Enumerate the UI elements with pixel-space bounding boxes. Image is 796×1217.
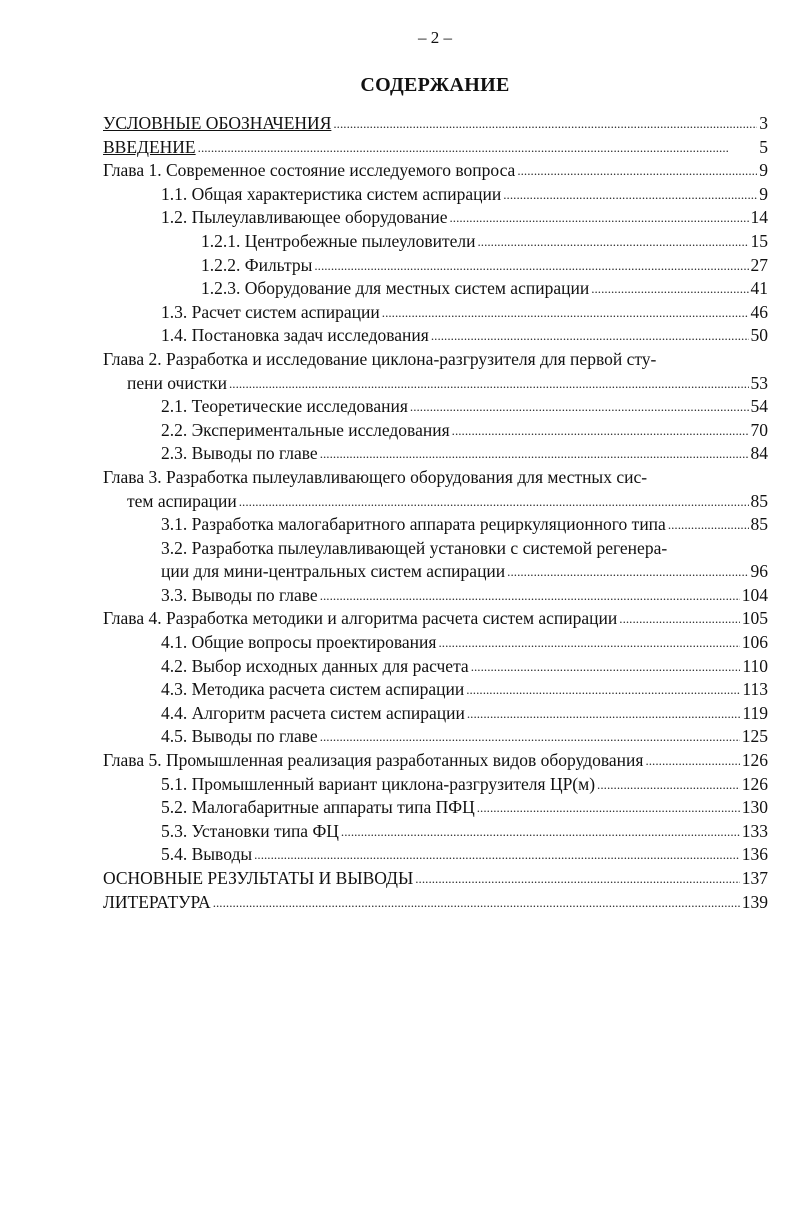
- dot-leader: [431, 324, 749, 348]
- dot-leader: [438, 631, 739, 655]
- toc-entry-label: Глава 2. Разработка и исследование циклона-разгрузителя для первой сту-: [103, 348, 657, 369]
- toc-entry: [103, 395, 768, 419]
- toc-entry: [103, 324, 768, 348]
- toc-entry-page: 113: [742, 679, 768, 700]
- toc-entry: [103, 678, 768, 702]
- dot-leader: [320, 584, 740, 608]
- toc-entry: [103, 513, 768, 537]
- toc-entry-label: 1.2.1. Центробежные пылеуловители: [201, 230, 476, 251]
- toc-entry-page: 9: [759, 183, 768, 204]
- dot-leader: [239, 490, 749, 514]
- dot-leader: [198, 136, 758, 160]
- dot-leader: [449, 206, 748, 230]
- toc-entry: [103, 230, 768, 254]
- toc-entry-label: 2.1. Теоретические исследования: [161, 396, 408, 417]
- toc-entry-page: 46: [750, 301, 768, 322]
- toc-entry: [103, 490, 768, 514]
- toc-entry-page: 133: [741, 820, 768, 841]
- toc-entry-page: 119: [742, 702, 768, 723]
- toc-entry-page: 41: [750, 278, 768, 299]
- toc-entry: [103, 725, 768, 749]
- toc-entry-page: 27: [750, 254, 768, 275]
- dot-leader: [410, 395, 749, 419]
- dot-leader: [471, 655, 741, 679]
- toc-entry-label: 4.3. Методика расчета систем аспирации: [161, 679, 465, 700]
- toc-entry: [103, 537, 768, 561]
- toc-entry: [103, 206, 768, 230]
- toc-entry-label: Глава 3. Разработка пылеулавливающего оборудования для местных сис-: [103, 466, 648, 487]
- toc-entry-page: 9: [759, 160, 768, 181]
- dot-leader: [645, 749, 739, 773]
- toc-entry: [103, 560, 768, 584]
- dot-leader: [320, 725, 740, 749]
- toc-entry-label: ции для мини-центральных систем аспирации: [161, 561, 506, 582]
- toc-entry: [103, 277, 768, 301]
- toc-entry-page: 136: [741, 844, 768, 865]
- toc-entry-label: 1.4. Постановка задач исследования: [161, 325, 429, 346]
- toc-entry: [103, 820, 768, 844]
- toc-entry-label: 4.5. Выводы по главе: [161, 726, 318, 747]
- toc-entry: [103, 607, 768, 631]
- toc-entry: [103, 749, 768, 773]
- toc-entry-label: 2.3. Выводы по главе: [161, 443, 318, 464]
- toc-entry-label: 1.2. Пылеулавливающее оборудование: [161, 207, 448, 228]
- toc-entry-page: 84: [750, 443, 768, 464]
- toc-entry-page: 96: [750, 561, 768, 582]
- toc-entry-label: ОСНОВНЫЕ РЕЗУЛЬТАТЫ И ВЫВОДЫ: [103, 868, 414, 888]
- toc-entry-label: Глава 5. Промышленная реализация разработанных видов оборудования: [103, 750, 644, 771]
- toc-entry: [103, 891, 768, 915]
- toc-entry-page: 126: [741, 773, 768, 794]
- toc-entry: [103, 442, 768, 466]
- dot-leader: [619, 607, 739, 631]
- toc-entry-page: 50: [750, 325, 768, 346]
- toc-entry-page: 105: [741, 608, 768, 629]
- dot-leader: [507, 560, 748, 584]
- page-number: – 2 –: [418, 28, 452, 47]
- toc-entry-page: 130: [741, 797, 768, 818]
- toc-entry-label: 3.1. Разработка малогабаритного аппарата рециркуляционного типа: [161, 514, 666, 535]
- dot-leader: [213, 891, 740, 915]
- dot-leader: [229, 372, 749, 396]
- toc-entry-label: 5.1. Промышленный вариант циклона-разгрузителя ЦР(м): [161, 773, 596, 794]
- table-of-contents: [103, 112, 768, 914]
- toc-entry: [103, 466, 768, 490]
- toc-entry-page: 137: [741, 868, 768, 888]
- toc-entry-label: 1.2.2. Фильтры: [201, 254, 313, 275]
- toc-entry-label: пени очистки: [127, 372, 227, 393]
- dot-leader: [333, 112, 757, 136]
- toc-entry: [103, 136, 768, 160]
- dot-leader: [477, 796, 740, 820]
- toc-entry: [103, 773, 768, 797]
- toc-entry: [103, 254, 768, 278]
- toc-entry: [103, 159, 768, 183]
- toc-entry-label: Глава 1. Современное состояние исследуемого вопроса: [103, 160, 516, 181]
- dot-leader: [320, 442, 749, 466]
- toc-entry-page: 106: [741, 632, 768, 653]
- toc-entry: [103, 112, 768, 136]
- toc-entry-label: УСЛОВНЫЕ ОБОЗНАЧЕНИЯ: [103, 113, 332, 133]
- toc-entry-label: ВВЕДЕНИЕ: [103, 136, 196, 157]
- toc-entry-page: 70: [750, 419, 768, 440]
- toc-entry-label: 5.2. Малогабаритные аппараты типа ПФЦ: [161, 797, 475, 818]
- dot-leader: [591, 277, 748, 301]
- toc-entry-label: 1.3. Расчет систем аспирации: [161, 301, 380, 322]
- toc-entry: [103, 655, 768, 679]
- toc-entry-label: Глава 4. Разработка методики и алгоритма расчета систем аспирации: [103, 608, 618, 629]
- toc-entry-page: 104: [741, 584, 768, 605]
- toc-entry: [103, 584, 768, 608]
- toc-entry-page: 53: [750, 372, 768, 393]
- dot-leader: [597, 773, 740, 797]
- dot-leader: [254, 843, 740, 867]
- toc-entry-label: 1.2.3. Оборудование для местных систем аспирации: [201, 278, 590, 299]
- toc-entry: [103, 301, 768, 325]
- toc-entry-page: 110: [742, 655, 768, 676]
- toc-entry: [103, 419, 768, 443]
- toc-entry-label: ЛИТЕРАТУРА: [103, 891, 211, 912]
- toc-entry-page: 125: [741, 726, 768, 747]
- toc-entry-label: 5.4. Выводы: [161, 844, 253, 865]
- dot-leader: [415, 867, 740, 891]
- toc-entry-page: 126: [741, 750, 768, 771]
- dot-leader: [341, 820, 740, 844]
- toc-entry-label: 2.2. Экспериментальные исследования: [161, 419, 450, 440]
- toc-entry-label: 4.4. Алгоритм расчета систем аспирации: [161, 702, 465, 723]
- toc-entry-label: 3.2. Разработка пылеулавливающей установки с системой регенера-: [161, 537, 668, 558]
- toc-entry-page: 139: [741, 891, 768, 912]
- dot-leader: [382, 301, 749, 325]
- toc-entry: [103, 348, 768, 372]
- toc-entry-page: 5: [759, 136, 768, 157]
- toc-entry: [103, 796, 768, 820]
- toc-entry-label: 4.2. Выбор исходных данных для расчета: [161, 655, 469, 676]
- toc-entry-label: 5.3. Установки типа ФЦ: [161, 820, 339, 841]
- toc-entry-label: 1.1. Общая характеристика систем аспирации: [161, 183, 502, 204]
- dot-leader: [467, 702, 741, 726]
- toc-entry-page: 14: [750, 207, 768, 228]
- toc-entry-page: 85: [750, 514, 768, 535]
- dot-leader: [466, 678, 740, 702]
- toc-entry-label: тем аспирации: [127, 490, 237, 511]
- toc-title: СОДЕРЖАНИЕ: [360, 74, 510, 96]
- toc-entry-page: 54: [750, 396, 768, 417]
- toc-entry-page: 3: [759, 113, 768, 133]
- toc-entry: [103, 702, 768, 726]
- toc-entry-page: 15: [750, 230, 768, 251]
- dot-leader: [477, 230, 748, 254]
- toc-entry: [103, 631, 768, 655]
- dot-leader: [668, 513, 749, 537]
- toc-entry: [103, 843, 768, 867]
- toc-entry-label: 3.3. Выводы по главе: [161, 584, 318, 605]
- dot-leader: [503, 183, 757, 207]
- dot-leader: [517, 159, 757, 183]
- dot-leader: [314, 254, 748, 278]
- toc-entry-page: 85: [750, 490, 768, 511]
- dot-leader: [452, 419, 749, 443]
- toc-entry: [103, 372, 768, 396]
- toc-entry: [103, 867, 768, 891]
- toc-entry: [103, 183, 768, 207]
- toc-entry-label: 4.1. Общие вопросы проектирования: [161, 632, 437, 653]
